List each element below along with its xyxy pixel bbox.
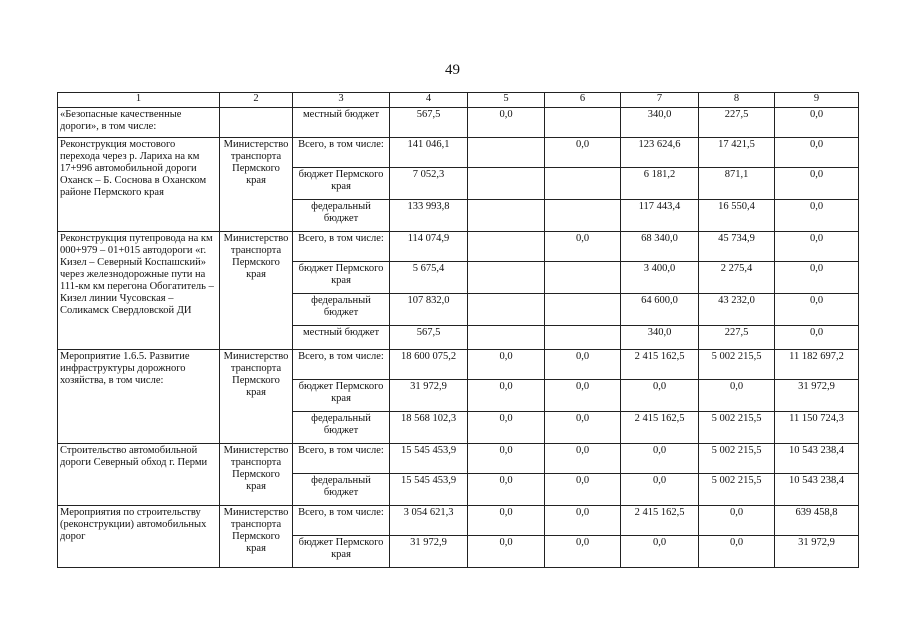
col-header: 7: [621, 93, 699, 108]
cell-total: 133 993,8: [390, 200, 468, 232]
cell-total: 15 545 453,9: [390, 444, 468, 474]
funding-source: Всего, в том числе:: [293, 506, 390, 536]
cell-col8: 227,5: [699, 108, 775, 138]
measure-name: Строительство автомобильной дороги Северный обход г. Перми: [58, 444, 220, 506]
cell-total: 114 074,9: [390, 232, 468, 262]
table-row: [58, 108, 859, 138]
col-header: 5: [468, 93, 545, 108]
cell-col8: 5 002 215,5: [699, 474, 775, 506]
cell-col9: 31 972,9: [775, 536, 859, 568]
col-header: 6: [545, 93, 621, 108]
cell-col5: [468, 232, 545, 262]
funding-source: бюджет Пермского края: [293, 168, 390, 200]
cell-col8: 45 734,9: [699, 232, 775, 262]
cell-col8: 871,1: [699, 168, 775, 200]
cell-col5: 0,0: [468, 380, 545, 412]
cell-col6: 0,0: [545, 380, 621, 412]
cell-col6: [545, 262, 621, 294]
cell-col5: [468, 200, 545, 232]
cell-col5: 0,0: [468, 412, 545, 444]
page-number: 49: [445, 62, 460, 78]
col-header: 3: [293, 93, 390, 108]
cell-col5: 0,0: [468, 474, 545, 506]
funding-source: федеральный бюджет: [293, 474, 390, 506]
cell-col6: 0,0: [545, 412, 621, 444]
cell-col8: 0,0: [699, 506, 775, 536]
cell-total: 7 052,3: [390, 168, 468, 200]
cell-col5: 0,0: [468, 536, 545, 568]
measure-name: «Безопасные качественные дороги», в том числе:: [58, 108, 220, 138]
table-row: [58, 350, 859, 380]
cell-total: 31 972,9: [390, 536, 468, 568]
cell-col7: 2 415 162,5: [621, 412, 699, 444]
cell-col9: 11 150 724,3: [775, 412, 859, 444]
cell-total: 3 054 621,3: [390, 506, 468, 536]
funding-source: федеральный бюджет: [293, 294, 390, 326]
cell-col6: [545, 108, 621, 138]
table-row: [58, 138, 859, 168]
cell-col5: 0,0: [468, 350, 545, 380]
cell-col9: 0,0: [775, 262, 859, 294]
measure-name: Мероприятие 1.6.5. Развитие инфраструктуры дорожного хозяйства, в том числе:: [58, 350, 220, 444]
cell-col5: [468, 138, 545, 168]
cell-col6: 0,0: [545, 506, 621, 536]
cell-col9: 0,0: [775, 108, 859, 138]
cell-col6: 0,0: [545, 232, 621, 262]
cell-col9: 0,0: [775, 326, 859, 350]
cell-col6: 0,0: [545, 474, 621, 506]
cell-col9: 0,0: [775, 294, 859, 326]
cell-col6: [545, 200, 621, 232]
responsible-org: Министерство транспорта Пермского края: [220, 138, 293, 232]
responsible-org: [220, 108, 293, 138]
cell-col8: 5 002 215,5: [699, 412, 775, 444]
responsible-org: Министерство транспорта Пермского края: [220, 350, 293, 444]
cell-col7: 0,0: [621, 444, 699, 474]
cell-col5: 0,0: [468, 108, 545, 138]
cell-col9: 31 972,9: [775, 380, 859, 412]
cell-col8: 5 002 215,5: [699, 350, 775, 380]
col-header: 9: [775, 93, 859, 108]
cell-col9: 10 543 238,4: [775, 444, 859, 474]
cell-col6: [545, 326, 621, 350]
cell-col8: 5 002 215,5: [699, 444, 775, 474]
cell-total: 31 972,9: [390, 380, 468, 412]
responsible-org: Министерство транспорта Пермского края: [220, 506, 293, 568]
cell-col7: 0,0: [621, 380, 699, 412]
cell-col7: 117 443,4: [621, 200, 699, 232]
cell-col6: 0,0: [545, 138, 621, 168]
cell-total: 18 600 075,2: [390, 350, 468, 380]
cell-total: 5 675,4: [390, 262, 468, 294]
responsible-org: Министерство транспорта Пермского края: [220, 232, 293, 350]
cell-col7: 2 415 162,5: [621, 350, 699, 380]
cell-total: 107 832,0: [390, 294, 468, 326]
cell-col6: 0,0: [545, 536, 621, 568]
cell-col5: [468, 168, 545, 200]
col-header: 4: [390, 93, 468, 108]
cell-col7: 123 624,6: [621, 138, 699, 168]
cell-col9: 0,0: [775, 138, 859, 168]
measure-name: Реконструкция мостового перехода через р. Лариха на км 17+996 автомобильной дороги Оханск – Б. Соснова в Оханском районе Пермского края: [58, 138, 220, 232]
table-row: [58, 232, 859, 262]
cell-col9: 0,0: [775, 168, 859, 200]
cell-col9: 0,0: [775, 232, 859, 262]
col-header: 8: [699, 93, 775, 108]
cell-col6: 0,0: [545, 350, 621, 380]
cell-col8: 17 421,5: [699, 138, 775, 168]
cell-col7: 340,0: [621, 326, 699, 350]
budget-table: [57, 92, 859, 568]
cell-col5: [468, 326, 545, 350]
table-row: [58, 444, 859, 474]
cell-col7: 0,0: [621, 536, 699, 568]
funding-source: Всего, в том числе:: [293, 138, 390, 168]
cell-col7: 3 400,0: [621, 262, 699, 294]
cell-col5: 0,0: [468, 444, 545, 474]
funding-source: федеральный бюджет: [293, 200, 390, 232]
cell-col8: 227,5: [699, 326, 775, 350]
table-row: [58, 506, 859, 536]
cell-col7: 68 340,0: [621, 232, 699, 262]
cell-col7: 340,0: [621, 108, 699, 138]
cell-col8: 0,0: [699, 380, 775, 412]
cell-col6: [545, 294, 621, 326]
funding-source: Всего, в том числе:: [293, 350, 390, 380]
cell-total: 18 568 102,3: [390, 412, 468, 444]
funding-source: Всего, в том числе:: [293, 232, 390, 262]
funding-source: бюджет Пермского края: [293, 536, 390, 568]
cell-col9: 0,0: [775, 200, 859, 232]
cell-col5: 0,0: [468, 506, 545, 536]
col-header: 2: [220, 93, 293, 108]
measure-name: Мероприятия по строительству (реконструкции) автомобильных дорог: [58, 506, 220, 568]
cell-col9: 639 458,8: [775, 506, 859, 536]
funding-source: бюджет Пермского края: [293, 262, 390, 294]
funding-source: местный бюджет: [293, 326, 390, 350]
cell-col8: 2 275,4: [699, 262, 775, 294]
cell-col9: 10 543 238,4: [775, 474, 859, 506]
cell-total: 567,5: [390, 326, 468, 350]
cell-col5: [468, 262, 545, 294]
cell-col9: 11 182 697,2: [775, 350, 859, 380]
cell-total: 567,5: [390, 108, 468, 138]
cell-col7: 6 181,2: [621, 168, 699, 200]
cell-col6: 0,0: [545, 444, 621, 474]
responsible-org: Министерство транспорта Пермского края: [220, 444, 293, 506]
cell-col6: [545, 168, 621, 200]
cell-col8: 16 550,4: [699, 200, 775, 232]
funding-source: бюджет Пермского края: [293, 380, 390, 412]
header-row: [58, 93, 859, 108]
cell-col8: 0,0: [699, 536, 775, 568]
cell-col7: 64 600,0: [621, 294, 699, 326]
cell-col5: [468, 294, 545, 326]
col-header: 1: [58, 93, 220, 108]
funding-source: федеральный бюджет: [293, 412, 390, 444]
funding-source: местный бюджет: [293, 108, 390, 138]
measure-name: Реконструкция путепровода на км 000+979 – 01+015 автодороги «г. Кизел – Северный Коспашский» через железнодорожные пути на 111-км км перегона Обогатитель – Кизел линии Чусовская – Соликамск Свердловской ДИ: [58, 232, 220, 350]
cell-total: 15 545 453,9: [390, 474, 468, 506]
funding-source: Всего, в том числе:: [293, 444, 390, 474]
cell-col8: 43 232,0: [699, 294, 775, 326]
cell-total: 141 046,1: [390, 138, 468, 168]
cell-col7: 0,0: [621, 474, 699, 506]
cell-col7: 2 415 162,5: [621, 506, 699, 536]
